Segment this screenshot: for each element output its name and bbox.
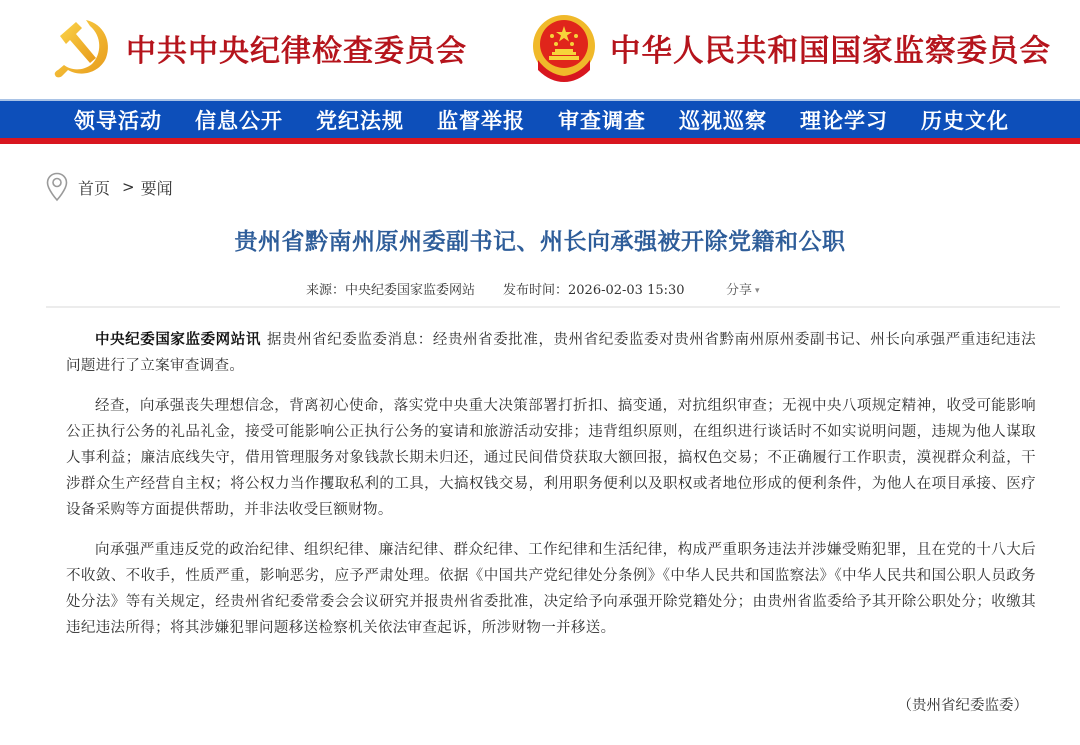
nsc-name: 中华人民共和国国家监察委员会 (610, 33, 1051, 69)
ccdi-logo-link[interactable] (46, 8, 467, 88)
share-label: 分享 (726, 283, 753, 298)
nav-item-supervision-report[interactable]: 监督举报 (437, 107, 525, 133)
party-emblem-icon (46, 12, 118, 84)
nav-item-disclosure[interactable]: 信息公开 (195, 107, 283, 133)
location-pin-icon (46, 172, 68, 202)
nav-item-regulations[interactable]: 党纪法规 (316, 107, 404, 133)
breadcrumb-current[interactable]: 要闻 (140, 178, 173, 198)
article-body (66, 327, 1036, 655)
nav-item-theory[interactable]: 理论学习 (800, 107, 888, 133)
article-paragraph-2: 经查，向承强丧失理想信念，背离初心使命，落实党中央重大决策部署打折扣、搞变通，对抗组织审查；无视中央八项规定精神，收受可能影响公正执行公务的礼品礼金，接受可能影响公正执行公务的宴请和旅游活动安排；违背组织原则，在组织进行谈话时不如实说明问题，违规为他人谋取人事利益；廉洁底线失守，借用管理服务对象钱款长期未归还，通过民间借贷获取大额回报，搞权色交易；不正确履行工作职责，漠视群众利益，干涉群众生产经营自主权；将公权力当作攫取私利的工具，大搞权钱交易，利用职务便利以及职权或者地位形成的便利条件，为他人在项目承接、医疗设备采购等方面提供帮助，并非法收受巨额财物。 (66, 398, 1036, 518)
main-nav (0, 99, 1080, 144)
nav-bar (0, 101, 1080, 138)
nav-item-history[interactable]: 历史文化 (921, 107, 1009, 133)
site-header (0, 0, 1080, 99)
nav-item-inspection[interactable]: 巡视巡察 (679, 107, 767, 133)
article-lead: 中央纪委国家监委网站讯 (95, 332, 261, 348)
ccdi-name: 中共中央纪律检查委员会 (126, 34, 467, 69)
paragraph-text: 据贵州省纪委监委消息：经贵州省委批准，贵州省纪委监委对贵州省黔南州原州委副书记、州长向承强严重违纪违法问题进行了立案审查调查。 (66, 332, 1036, 374)
article-paragraph-1 (66, 327, 1036, 379)
nav-item-investigation[interactable]: 审查调查 (558, 107, 646, 133)
breadcrumb (46, 172, 173, 202)
breadcrumb-home[interactable]: 首页 (78, 178, 111, 198)
article-signature: （贵州省纪委监委） (897, 698, 1028, 714)
article-paragraph-3: 向承强严重违反党的政治纪律、组织纪律、廉洁纪律、群众纪律、工作纪律和生活纪律，构成严重职务违法并涉嫌受贿犯罪，且在党的十八大后不收敛、不收手，性质严重，影响恶劣，应予严肃处理。依据《中国共产党纪律处分条例》《中华人民共和国监察法》《中华人民共和国公职人员政务处分法》等有关规定，经贵州省纪委常委会会议研究并报贵州省委批准，决定给予向承强开除党籍处分；由贵州省监委给予其开除公职处分；收缴其违纪违法所得；将其涉嫌犯罪问题移送检察机关依法审查起诉，所涉财物一并移送。 (66, 542, 1036, 636)
meta-divider (46, 306, 1060, 308)
nav-red-underline (0, 138, 1080, 144)
nsc-logo-link[interactable] (528, 8, 1051, 88)
article-source: 来源：中央纪委国家监委网站 (306, 283, 476, 298)
article-meta (0, 279, 1080, 299)
publish-time: 发布时间：2026-02-03 15:30 (503, 283, 685, 298)
nav-item-leadership[interactable]: 领导活动 (74, 107, 162, 133)
national-emblem-icon (528, 12, 600, 84)
chevron-down-icon: ▾ (755, 286, 760, 296)
breadcrumb-separator: > (122, 178, 135, 196)
share-button[interactable] (726, 279, 760, 298)
article-title: 贵州省黔南州原州委副书记、州长向承强被开除党籍和公职 (234, 228, 846, 255)
